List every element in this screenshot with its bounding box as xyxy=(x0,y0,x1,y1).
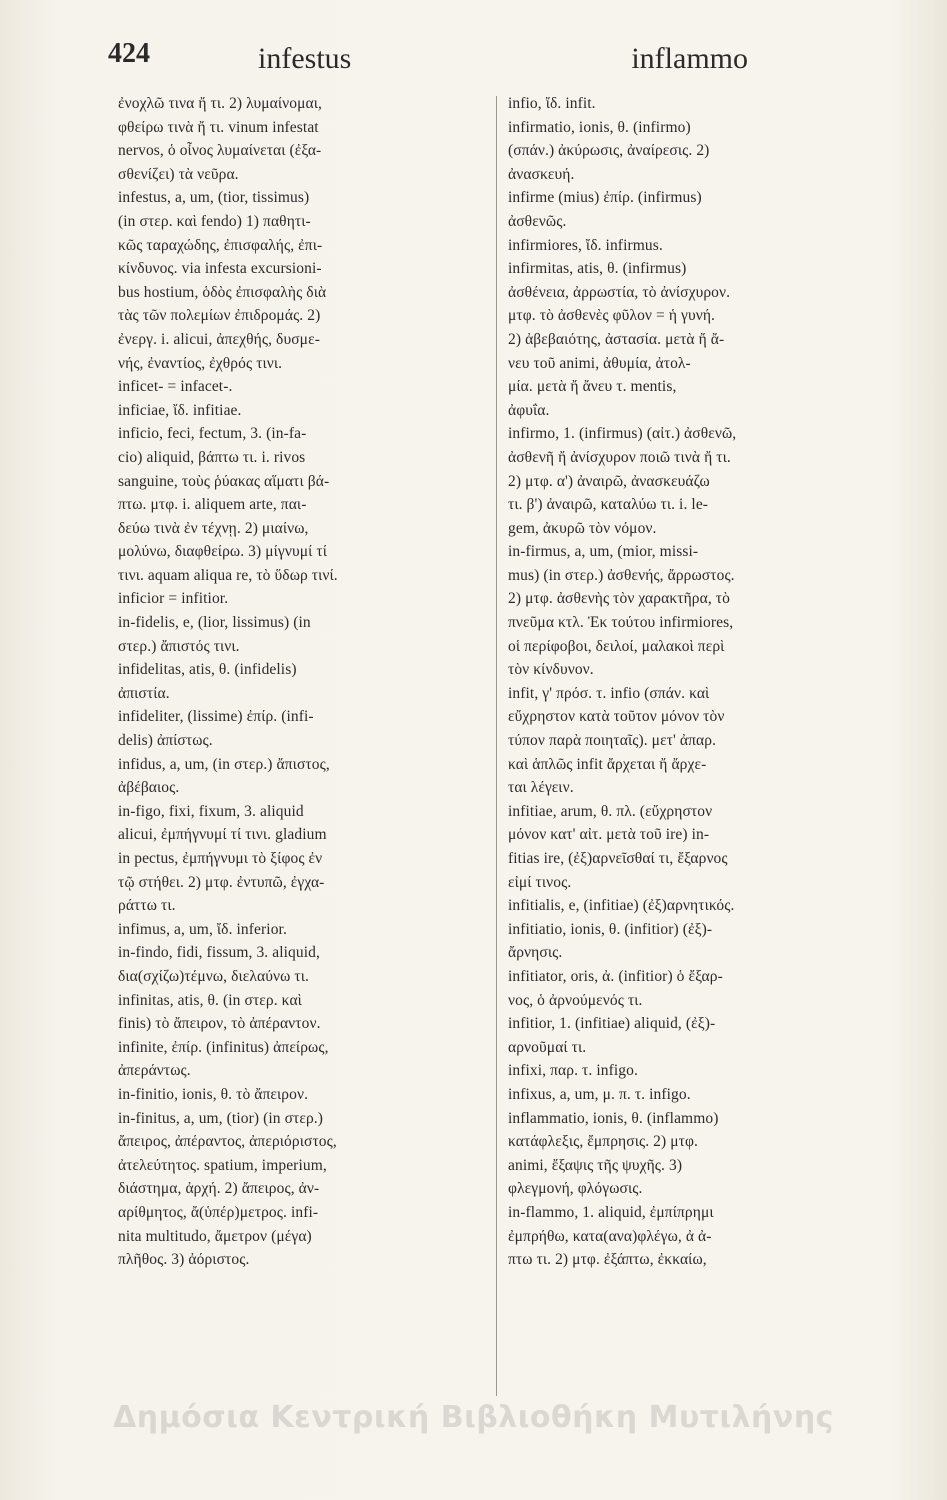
text-line: inficet- = infacet-. xyxy=(118,378,233,396)
text-line: δεύω τινὰ ἐν τέχνῃ. 2) μιαίνω, xyxy=(118,519,309,537)
text-line: πλῆθος. 3) ἀόριστος. xyxy=(118,1251,250,1269)
text-line: κατάφλεξις, ἔμπρησις. 2) μτφ. xyxy=(508,1133,699,1151)
text-line: σθενίζει) τὰ νεῦρα. xyxy=(118,165,239,183)
text-line: mus) (in στερ.) ἀσθενής, ἄρρωστος. xyxy=(508,566,735,584)
text-line: infixus, a, um, μ. π. τ. infigo. xyxy=(508,1085,691,1103)
text-line: in-findo, fidi, fissum, 3. aliquid, xyxy=(118,944,320,962)
text-line: infirmiores, ἴδ. infirmus. xyxy=(508,236,663,254)
text-line: ἐμπρήθω, κατα(ανα)φλέγω, ἀ ἀ- xyxy=(508,1227,712,1245)
text-line: ἄρνησις. xyxy=(508,944,563,962)
text-line: μία. μετὰ ἤ ἄνευ τ. mentis, xyxy=(508,378,677,396)
text-line: infitiator, oris, ἀ. (infitior) ὁ ἔξαρ- xyxy=(508,967,723,985)
text-line: in-finitio, ionis, θ. τὸ ἄπειρον. xyxy=(118,1085,309,1103)
text-line: τύπον παρὰ ποιηταῖς). μετ' ἀπαρ. xyxy=(508,732,717,750)
text-line: φθείρω τινὰ ἤ τι. vinum infestat xyxy=(118,118,319,136)
text-line: inficiae, ἴδ. infitiae. xyxy=(118,401,242,419)
text-line: in-finitus, a, um, (tior) (in στερ.) xyxy=(118,1109,324,1127)
text-line: in-figo, fixi, fixum, 3. aliquid xyxy=(118,802,304,820)
text-line: ἀφυΐα. xyxy=(508,401,550,419)
text-line: ἀνασκευή. xyxy=(508,165,575,183)
text-line: ἀσθενῶς. xyxy=(508,212,567,230)
text-line: infirmitas, atis, θ. (infirmus) xyxy=(508,260,687,278)
text-line: δια(σχίζω)τέμνω, διελαύνω τι. xyxy=(118,967,309,985)
text-line: infirme (mius) ἐπίρ. (infirmus) xyxy=(508,189,702,207)
text-line: τινι. aquam aliqua re, τὸ ὕδωρ τινί. xyxy=(118,566,338,584)
text-line: infitiatio, ionis, θ. (infitior) (ἐξ)- xyxy=(508,920,713,938)
text-line: ἀτελεύτητος. spatium, imperium, xyxy=(118,1156,327,1174)
text-line: in-firmus, a, um, (mior, missi- xyxy=(508,543,699,561)
text-line: εὔχρηστον κατὰ τοῦτον μόνον τὸν xyxy=(508,708,725,726)
text-line: nita multitudo, ἄμετρον (μέγα) xyxy=(118,1227,312,1245)
text-line: πτω τι. 2) μτφ. ἐξάπτω, ἐκκαίω, xyxy=(508,1251,707,1269)
text-line: inficio, feci, fectum, 3. (in-fa- xyxy=(118,425,307,443)
text-line: in-fidelis, e, (lior, lissimus) (in xyxy=(118,614,311,632)
text-line: ἐνοχλῶ τινα ἤ τι. 2) λυμαίνομαι, xyxy=(118,95,323,112)
text-line: αρνοῦμαί τι. xyxy=(508,1038,587,1056)
text-line: στερ.) ἄπιστός τινι. xyxy=(118,637,240,655)
text-line: ἄπειρος, ἀπέραντος, ἀπεριόριστος, xyxy=(118,1133,337,1151)
text-line: αρίθμητος, ἄ(ὑπέρ)μετρος. infi- xyxy=(118,1203,319,1221)
text-line: alicui, ἐμπήγνυμί τί τινι. gladium xyxy=(118,826,327,844)
right-column xyxy=(508,92,886,1272)
text-line: ἀπιστία. xyxy=(118,684,170,702)
text-line: infirmo, 1. (infirmus) (αἰτ.) ἀσθενῶ, xyxy=(508,425,737,443)
text-line: gem, ἀκυρῶ τὸν νόμον. xyxy=(508,519,657,537)
text-line: πνεῦμα κτλ. Ἐκ τούτου infirmiores, xyxy=(508,614,734,632)
library-watermark: Δημόσια Κεντρική Βιβλιοθήκη Μυτιλήνης xyxy=(113,1400,834,1435)
text-line: τὸν κίνδυνον. xyxy=(508,661,594,679)
text-line: ἐνεργ. i. alicui, ἀπεχθής, δυσμε- xyxy=(118,330,320,348)
text-line: infirmatio, ionis, θ. (infirmo) xyxy=(508,118,691,136)
text-line: infitialis, e, (infitiae) (ἐξ)αρνητικός. xyxy=(508,897,735,915)
text-line: inficior = infitior. xyxy=(118,590,229,608)
text-line: νής, ἐναντίος, ἐχθρός τινι. xyxy=(118,354,283,372)
text-line: infestus, a, um, (tior, tissimus) xyxy=(118,189,310,207)
text-line: ἀσθένεια, ἀρρωστία, τὸ ἀνίσχυρον. xyxy=(508,283,731,301)
text-line: μτφ. τὸ ἀσθενὲς φῦλον = ἡ γυνή. xyxy=(508,307,716,325)
text-line: καὶ ἁπλῶς infit ἄρχεται ἤ ἄρχε- xyxy=(508,755,707,773)
text-line: (in στερ. καὶ fendo) 1) παθητι- xyxy=(118,212,311,230)
text-line: infideliter, (lissime) ἐπίρ. (infi- xyxy=(118,708,314,726)
text-line: 2) μτφ. α') ἀναιρῶ, ἀνασκευάζω xyxy=(508,472,710,490)
page-header xyxy=(108,38,768,88)
text-line: ἀπεράντως. xyxy=(118,1062,191,1080)
text-line: infinite, ἐπίρ. (infinitus) ἀπείρως, xyxy=(118,1038,329,1056)
text-line: infit, γ' πρόσ. τ. infio (σπάν. καὶ xyxy=(508,684,710,702)
text-line: πτω. μτφ. i. aliquem arte, παι- xyxy=(118,496,307,514)
text-line: infitiae, arum, θ. πλ. (εὔχρηστον xyxy=(508,802,713,820)
text-line: infimus, a, um, ἴδ. inferior. xyxy=(118,920,287,938)
text-line: fitias ire, (ἐξ)αρνεῖσθαί τι, ἔξαρνος xyxy=(508,850,728,867)
page-number: 424 xyxy=(108,38,150,69)
text-line: οἱ περίφοβοι, δειλοί, μαλακοὶ περὶ xyxy=(508,637,725,655)
text-line: μολύνω, διαφθείρω. 3) μίγνυμί τί xyxy=(118,543,328,561)
left-guide-word: infestus xyxy=(258,42,352,75)
text-line: in-flammo, 1. aliquid, ἐμπίπρημι xyxy=(508,1203,714,1221)
text-line: τῷ στήθει. 2) μτφ. ἐντυπῶ, ἐγχα- xyxy=(118,873,325,891)
text-line: bus hostium, ὁδὸς ἐπισφαλὴς διὰ xyxy=(118,283,327,301)
text-line: infidelitas, atis, θ. (infidelis) xyxy=(118,661,297,679)
text-line: τὰς τῶν πολεμίων ἐπιδρομάς. 2) xyxy=(118,307,321,325)
text-line: infidus, a, um, (in στερ.) ἄπιστος, xyxy=(118,755,330,773)
text-line: ται λέγειν. xyxy=(508,779,574,797)
text-line: φλεγμονή, φλόγωσις. xyxy=(508,1180,643,1198)
text-line: sanguine, τοὺς ῥύακας αἵματι βά- xyxy=(118,472,330,490)
left-column xyxy=(118,92,490,1272)
text-line: 2) μτφ. ἀσθενὴς τὸν χαρακτῆρα, τὸ xyxy=(508,590,730,608)
text-line: διάστημα, ἀρχή. 2) ἄπειρος, ἀν- xyxy=(118,1180,320,1198)
text-line: finis) τὸ ἄπειρον, τὸ ἀπέραντον. xyxy=(118,1015,321,1033)
text-line: εἰμί τινος. xyxy=(508,873,572,891)
text-line: κίνδυνος. via infesta excursioni- xyxy=(118,260,322,278)
text-line: infixi, παρ. τ. infigo. xyxy=(508,1062,638,1080)
text-line: inflammatio, ionis, θ. (inflammo) xyxy=(508,1109,719,1127)
text-line: infitior, 1. (infitiae) aliquid, (ἐξ)- xyxy=(508,1015,716,1033)
text-line: cio) aliquid, βάπτω τι. i. rivos xyxy=(118,448,306,466)
text-line: (σπάν.) ἀκύρωσις, ἀναίρεσις. 2) xyxy=(508,142,710,160)
text-line: μόνον κατ' αἰτ. μετὰ τοῦ ire) in- xyxy=(508,826,710,844)
text-line: nervos, ὁ οἶνος λυμαίνεται (ἐξα- xyxy=(118,142,322,160)
text-line: delis) ἀπίστως. xyxy=(118,732,213,750)
text-line: infio, ἴδ. infit. xyxy=(508,95,596,112)
text-line: κῶς ταραχώδης, ἐπισφαλής, ἐπι- xyxy=(118,236,323,254)
text-line: ἀσθενῆ ἤ ἀνίσχυρον ποιῶ τινὰ ἤ τι. xyxy=(508,448,731,466)
text-line: 2) ἀβεβαιότης, ἀστασία. μετὰ ἤ ἄ- xyxy=(508,330,725,348)
text-line: ἀβέβαιος. xyxy=(118,779,180,797)
text-line: τι. β') ἀναιρῶ, καταλύω τι. i. le- xyxy=(508,496,709,514)
text-line: νευ τοῦ animi, ἀθυμία, ἀτολ- xyxy=(508,354,691,372)
text-line: infinitas, atis, θ. (in στερ. καὶ xyxy=(118,991,302,1009)
text-line: in pectus, ἐμπήγνυμι τὸ ξίφος ἐν xyxy=(118,850,323,867)
right-guide-word: inflammo xyxy=(631,42,748,75)
text-line: animi, ἔξαψις τῆς ψυχῆς. 3) xyxy=(508,1156,683,1174)
column-divider xyxy=(496,96,497,1396)
text-line: νος, ὁ ἀρνούμενός τι. xyxy=(508,991,643,1009)
text-line: ράττω τι. xyxy=(118,897,176,915)
